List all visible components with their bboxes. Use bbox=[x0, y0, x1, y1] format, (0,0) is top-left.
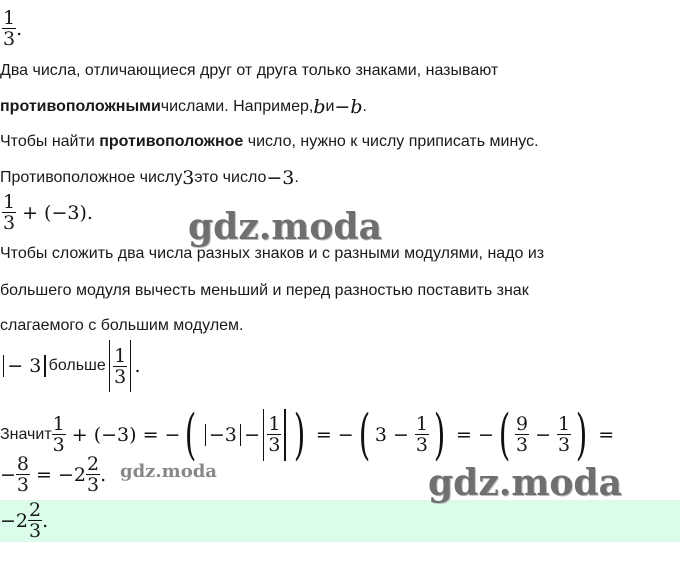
watermark-gdz-moda-1: gdz.moda bbox=[188, 206, 382, 248]
answer: −2 $\frac{2}{3}$ . bbox=[0, 499, 49, 542]
solution-line1: Значит $\frac{1}{3}$ + (−3) = − ( −3 − $\frac{1}{3}$ ) = − ( 3 − $\frac{1}{3}$ ) = − ( $\frac{9}{3}$ − $\frac{1}{3}$ ) = bbox=[0, 403, 615, 466]
var-neg-b: −b bbox=[334, 96, 363, 118]
comparison-moduli: − 3 больше $\frac{1}{3}$ . bbox=[0, 340, 141, 392]
watermark-gdz-moda-2: gdz.moda bbox=[120, 461, 217, 482]
paragraph-opposites-line2: противоположными числами. Например, b и −b . bbox=[0, 96, 367, 118]
term-opposite-bold: противоположными bbox=[0, 98, 161, 115]
expression-sum: $\frac{1}{3}$ + (−3). bbox=[3, 191, 93, 234]
var-b: b bbox=[313, 96, 326, 118]
paragraph-opposite-of-three: Противоположное числу 3 это число −3 . bbox=[0, 167, 299, 189]
paragraph-opposites-line1: Два числа, отличающиеся друг от друга только знаками, называют bbox=[0, 62, 499, 79]
paragraph-find-opposite: Чтобы найти противоположное число, нужно к числу приписать минус. bbox=[0, 133, 539, 150]
answer-highlight bbox=[0, 500, 680, 542]
solution-line2: − $\frac{8}{3}$ = −2 $\frac{2}{3}$ . bbox=[0, 453, 107, 496]
paragraph-rule-line1: Чтобы сложить два числа разных знаков и с разными модулями, надо из bbox=[0, 245, 545, 262]
watermark-gdz-moda-3: gdz.moda bbox=[428, 462, 622, 504]
paragraph-rule-line2: большего модуля вычесть меньший и перед разностью поставить знак bbox=[0, 282, 529, 299]
intro-fraction: $\frac{1}{3}$ . bbox=[3, 7, 23, 50]
paragraph-rule-line3: слагаемого с большим модулем. bbox=[0, 317, 244, 334]
